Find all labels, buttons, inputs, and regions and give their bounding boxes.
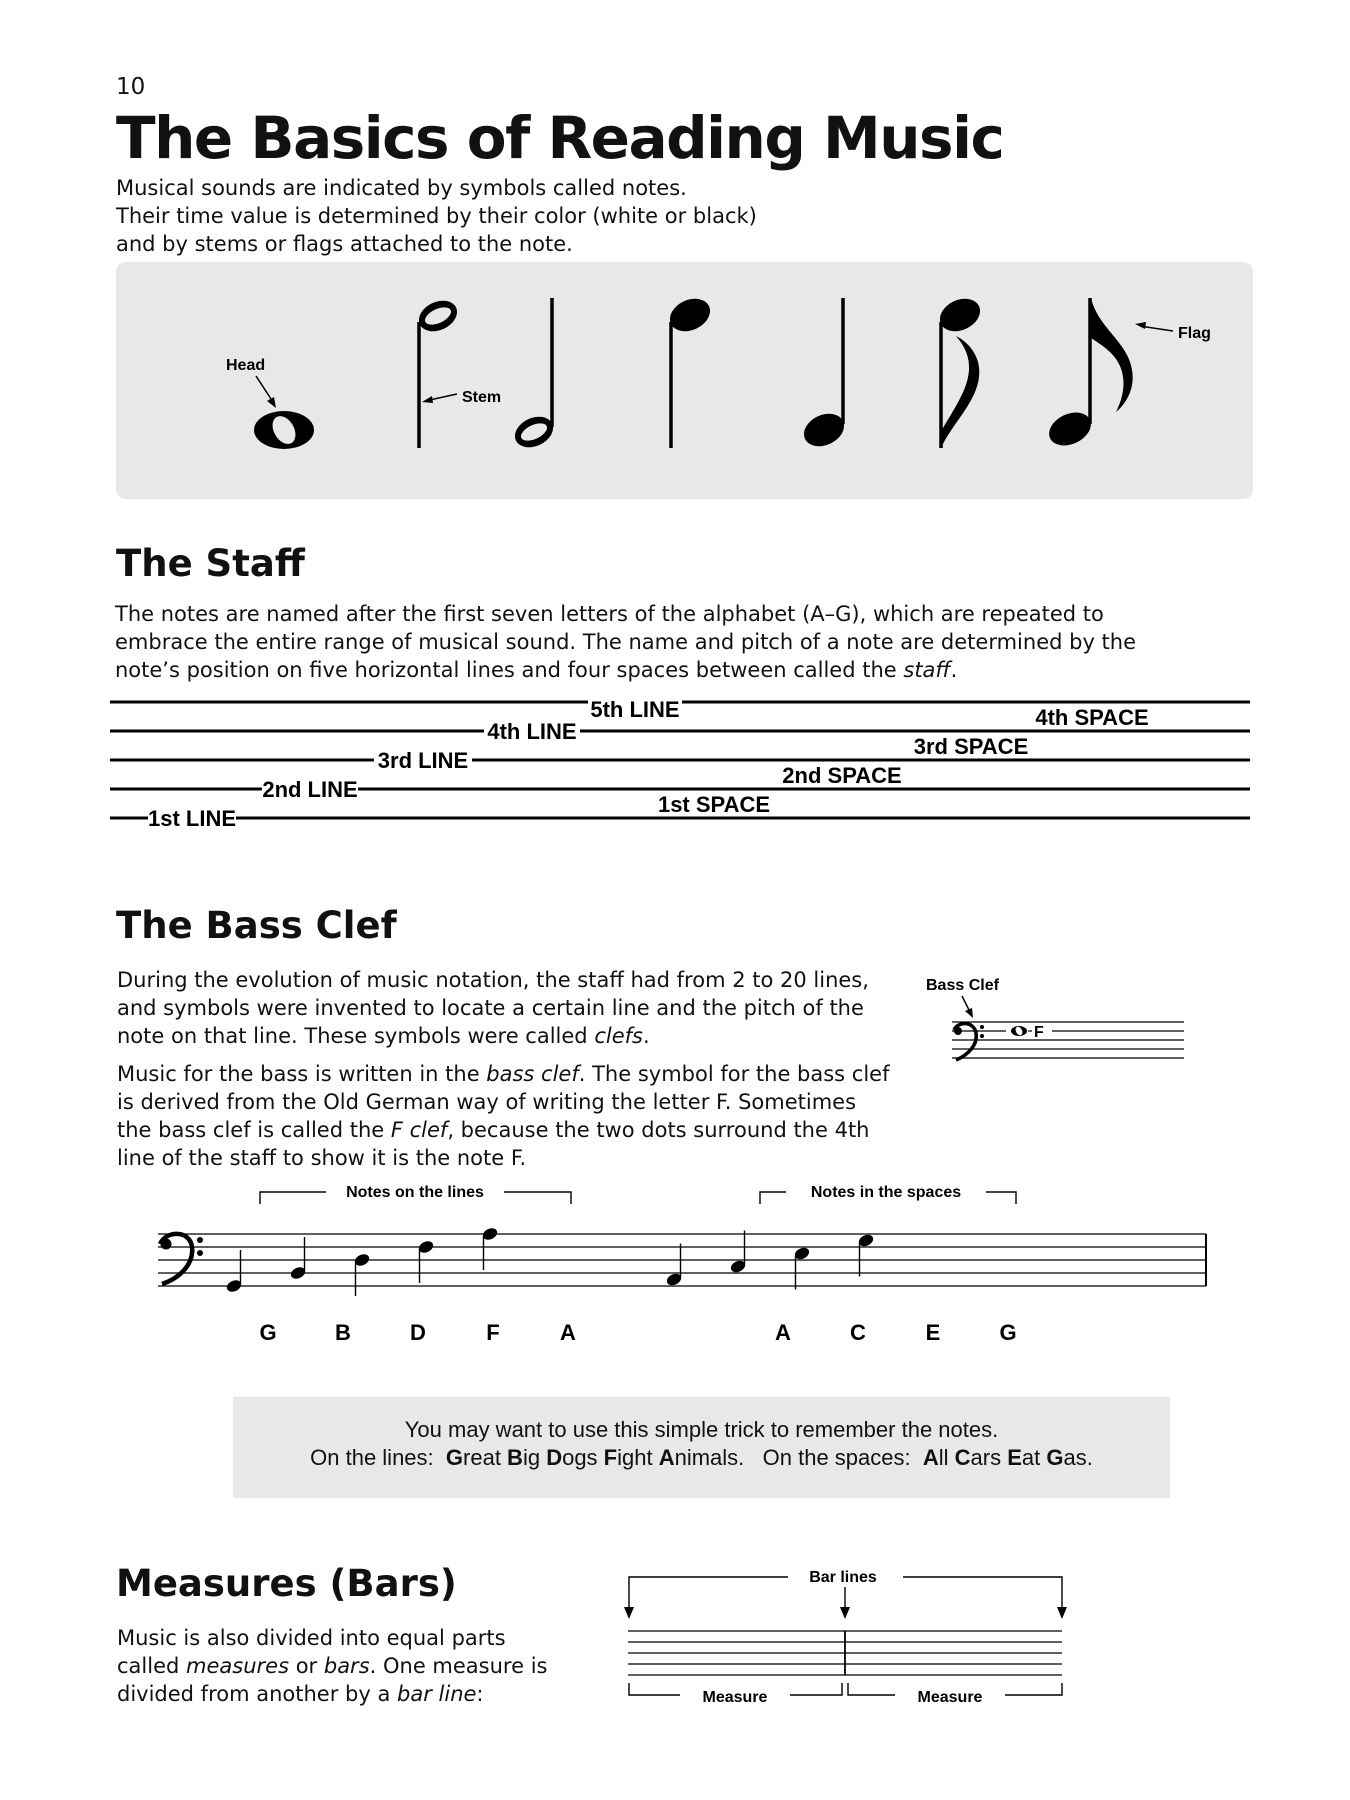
staff-diagram bbox=[0, 700, 1350, 850]
mnemonic-initial: D bbox=[546, 1445, 563, 1470]
page-number: 10 bbox=[116, 74, 146, 100]
tip-intro: You may want to use this simple trick to remember the notes. bbox=[404, 1417, 999, 1442]
spaces-mnemonic bbox=[923, 1445, 1093, 1470]
note-name-b: B bbox=[335, 1320, 351, 1345]
mnemonic-word-rest: as. bbox=[1063, 1445, 1093, 1470]
staff-label-4th-line: 4th LINE bbox=[487, 719, 577, 744]
staff-heading: The Staff bbox=[116, 542, 305, 585]
eighth-note-stem-down bbox=[935, 293, 986, 448]
mnemonic-initial: G bbox=[1046, 1445, 1064, 1470]
note-name-g: G bbox=[259, 1320, 277, 1345]
bass-clef-icon bbox=[954, 1024, 984, 1060]
intro-paragraph bbox=[116, 174, 757, 258]
notes-in-spaces-label: Notes in the spaces bbox=[810, 1184, 962, 1201]
mnemonic-tip-box bbox=[233, 1397, 1170, 1498]
measure-label: Measure bbox=[917, 1689, 983, 1705]
note-name-a: A bbox=[775, 1320, 791, 1345]
bass-staff-example bbox=[150, 1180, 1220, 1350]
measures-figure bbox=[620, 1565, 1070, 1705]
head-arrow-tip bbox=[267, 397, 276, 408]
head-arrow bbox=[256, 376, 273, 402]
measures-heading: Measures (Bars) bbox=[116, 1562, 457, 1605]
stem-label: Stem bbox=[462, 389, 502, 406]
half-note-stem-up bbox=[414, 295, 462, 448]
stem-arrow-tip bbox=[422, 396, 433, 403]
staff-label-1st-space: 1st SPACE bbox=[657, 792, 771, 817]
intro-line: and by stems or flags attached to the note. bbox=[116, 232, 573, 256]
staff-label-3rd-line: 3rd LINE bbox=[377, 748, 469, 773]
intro-line: Their time value is determined by their color (white or black) bbox=[116, 204, 757, 228]
staff-paragraph: The notes are named after the first seven letters of the alphabet (A–G), which are repeated to embrace the entire range of musical sound. The name and pitch of a note are determined by the note’s position on five horizontal lines and four spaces between called the staff. bbox=[115, 602, 1137, 682]
mnemonic-initial: G bbox=[445, 1445, 464, 1470]
eighth-note-stem-up bbox=[1044, 298, 1133, 452]
mnemonic-word-rest: nimals. bbox=[674, 1445, 745, 1470]
whole-note bbox=[254, 411, 314, 449]
note-name-d: D bbox=[410, 1320, 426, 1345]
lines-mnemonic bbox=[446, 1445, 744, 1470]
mnemonic-word-rest: at bbox=[1021, 1445, 1047, 1470]
mnemonic-word-rest: reat bbox=[463, 1445, 508, 1470]
staff-label-2nd-space: 2nd SPACE bbox=[782, 763, 902, 788]
quarter-note-stem-down bbox=[799, 298, 850, 452]
mnemonic-initial: F bbox=[603, 1445, 618, 1470]
mnemonic-word-rest: ars bbox=[970, 1445, 1008, 1470]
mnemonic-initial: C bbox=[954, 1445, 971, 1470]
notes-on-lines-label: Notes on the lines bbox=[346, 1184, 484, 1201]
mnemonic-initial: B bbox=[507, 1445, 523, 1470]
flag-arrow-tip bbox=[1135, 322, 1146, 329]
note-name-a: A bbox=[560, 1320, 576, 1345]
mnemonic-initial: E bbox=[1007, 1445, 1022, 1470]
staff-label-4th-space: 4th SPACE bbox=[1035, 705, 1149, 730]
mnemonic-word-rest: ogs bbox=[562, 1445, 604, 1470]
bass-clef-heading: The Bass Clef bbox=[116, 904, 397, 947]
flag-label: Flag bbox=[1178, 325, 1211, 342]
staff-label-2nd-line: 2nd LINE bbox=[262, 777, 358, 802]
mnemonic-word-rest: ll bbox=[938, 1445, 955, 1470]
bass-clef-paragraph-2: Music for the bass is written in the bass clef. The symbol for the bass clef is derived from the Old German way of writing the letter F. Sometimes the bass clef is called the F clef, because the two dots surround the 4th line of the staff to show it is the note F. bbox=[117, 1062, 890, 1170]
bar-lines-label: Bar lines bbox=[809, 1569, 877, 1586]
mnemonic-word-rest: ight bbox=[617, 1445, 659, 1470]
note-values-svg bbox=[116, 262, 1253, 499]
measures-paragraph: Music is also divided into equal parts called measures or bars. One measure is divided from another by a bar line: bbox=[117, 1626, 548, 1706]
mnemonic-word-rest: ig bbox=[522, 1445, 547, 1470]
head-label: Head bbox=[226, 357, 266, 374]
note-name-g: G bbox=[999, 1320, 1017, 1345]
measure-label: Measure bbox=[702, 1689, 768, 1705]
staff-label-3rd-space: 3rd SPACE bbox=[913, 734, 1029, 759]
bass-clef-paragraph-1: During the evolution of music notation, the staff had from 2 to 20 lines, and symbols were invented to locate a certain line and the pitch of the note on that line. These symbols were called clefs. bbox=[117, 968, 869, 1048]
page-title: The Basics of Reading Music bbox=[116, 104, 1004, 172]
note-name-f: F bbox=[486, 1320, 500, 1345]
note-name-c: C bbox=[850, 1320, 866, 1345]
staff-label-5th-line: 5th LINE bbox=[590, 700, 680, 722]
intro-line: Musical sounds are indicated by symbols called notes. bbox=[116, 176, 687, 200]
bass-clef-figure bbox=[920, 968, 1200, 1078]
bass-clef-label: Bass Clef bbox=[926, 977, 999, 994]
mnemonic-initial: A bbox=[922, 1445, 939, 1470]
half-note-stem-down bbox=[510, 298, 558, 453]
quarter-note-stem-up bbox=[665, 293, 716, 448]
tip-mnemonics: On the lines: Great Big Dogs Fight Animals. On the spaces: All Cars Eat Gas. bbox=[310, 1445, 1093, 1470]
mnemonic-initial: A bbox=[658, 1445, 675, 1470]
staff-label-1st-line: 1st LINE bbox=[147, 806, 237, 831]
note-f-label: F bbox=[1034, 1024, 1044, 1041]
bass-clef-icon bbox=[160, 1234, 203, 1284]
note-name-e: E bbox=[925, 1320, 941, 1345]
